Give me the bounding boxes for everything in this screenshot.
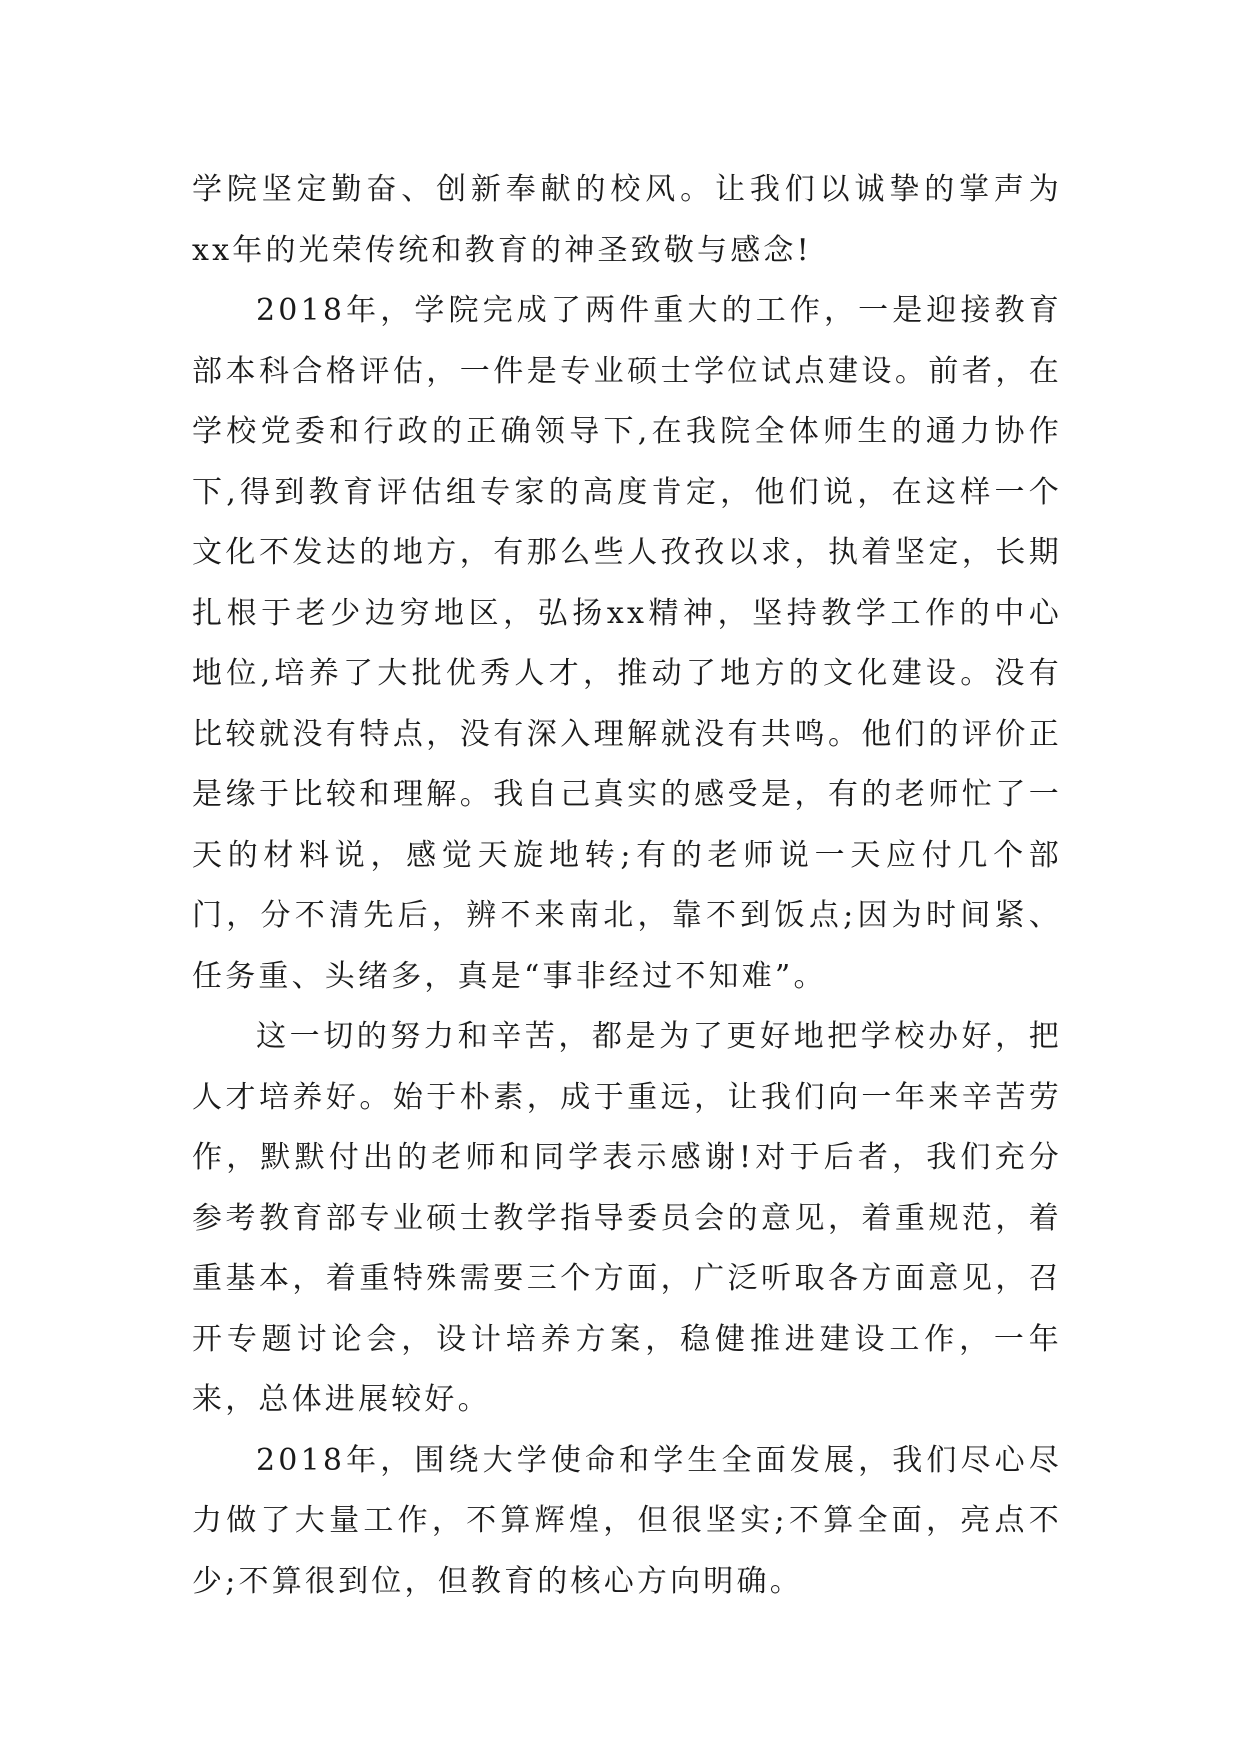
document-body <box>192 160 1062 1612</box>
paragraph-4: 2018年，围绕大学使命和学生全面发展，我们尽心尽力做了大量工作，不算辉煌，但很坚实;不算全面，亮点不少;不算很到位，但教育的核心方向明确。 <box>192 1442 1062 1599</box>
paragraph-1: 学院坚定勤奋、创新奉献的校风。让我们以诚挚的掌声为xx年的光荣传统和教育的神圣致敬与感念! <box>192 172 1062 268</box>
paragraph-3: 这一切的努力和辛苦，都是为了更好地把学校办好，把人才培养好。始于朴素，成于重远，让我们向一年来辛苦劳作，默默付出的老师和同学表示感谢!对于后者，我们充分参考教育部专业硕士教学指导委员会的意见，着重规范，着重基本，着重特殊需要三个方面，广泛听取各方面意见，召开专题讨论会，设计培养方案，稳健推进建设工作，一年来，总体进展较好。 <box>192 1019 1062 1417</box>
paragraph-2: 2018年，学院完成了两件重大的工作，一是迎接教育部本科合格评估，一件是专业硕士学位试点建设。前者，在学校党委和行政的正确领导下,在我院全体师生的通力协作下,得到教育评估组专家的高度肯定，他们说，在这样一个文化不发达的地方，有那么些人孜孜以求，执着坚定，长期扎根于老少边穷地区，弘扬xx精神，坚持教学工作的中心地位,培养了大批优秀人才，推动了地方的文化建设。没有比较就没有特点，没有深入理解就没有共鸣。他们的评价正是缘于比较和理解。我自己真实的感受是，有的老师忙了一天的材料说，感觉天旋地转;有的老师说一天应付几个部门，分不清先后，辨不来南北，靠不到饭点;因为时间紧、任务重、头绪多，真是“事非经过不知难”。 <box>192 293 1062 994</box>
